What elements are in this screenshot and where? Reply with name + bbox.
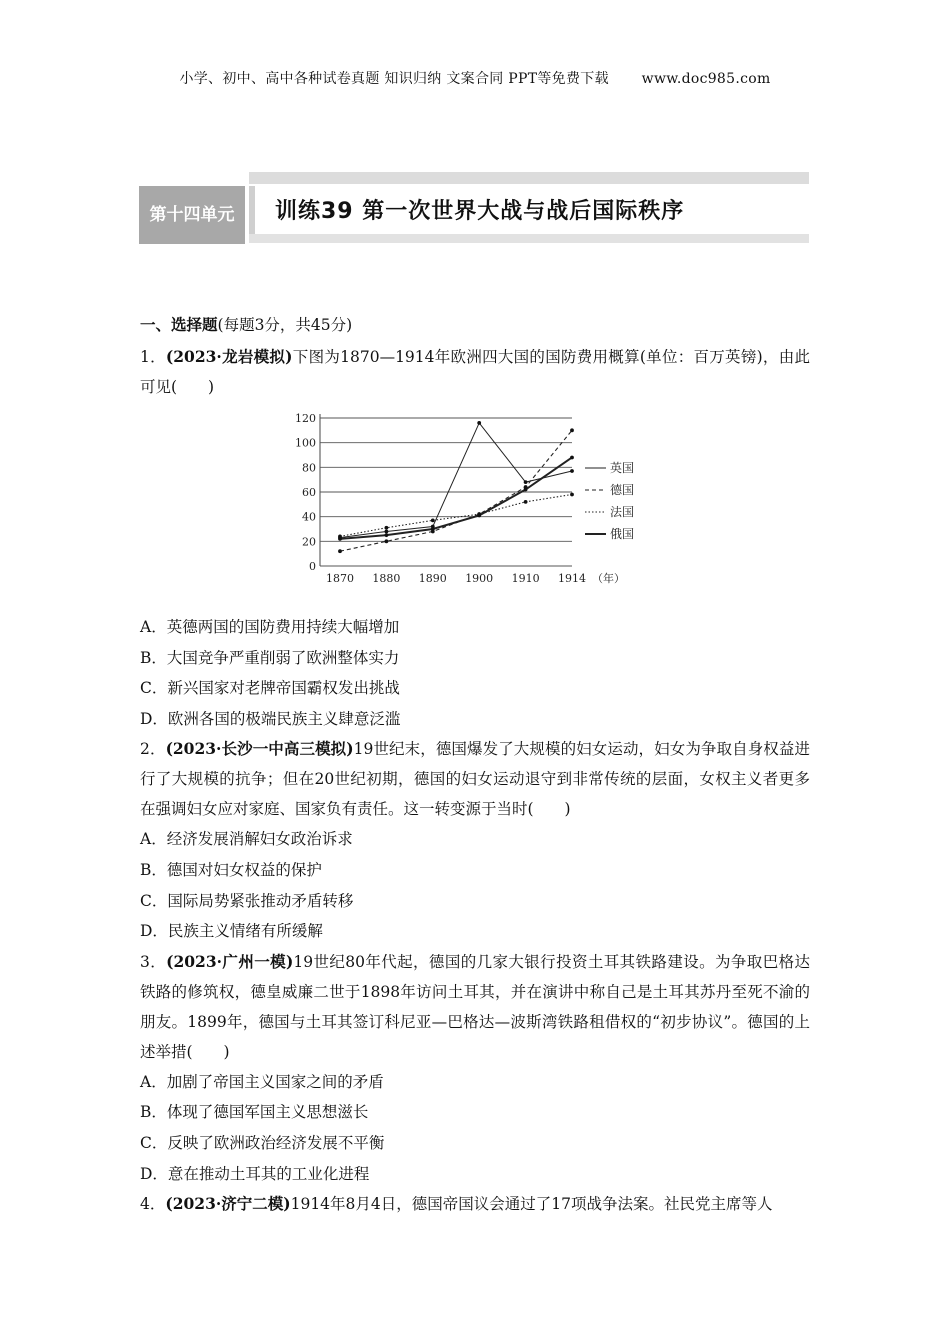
data-point — [570, 428, 574, 432]
series-line-法国 — [340, 494, 572, 536]
question-number: 4． — [140, 1195, 166, 1214]
question-source: (2023·长沙一中高三模拟) — [165, 739, 354, 759]
question-3-option-c[interactable]: C．反映了欧洲政治经济发展不平衡 — [140, 1133, 385, 1152]
section-note: (每题3分，共45分) — [217, 316, 353, 334]
x-tick-label: 1910 — [511, 572, 540, 585]
x-unit-label: （年） — [592, 572, 625, 585]
legend-label: 法国 — [610, 505, 635, 519]
data-point — [477, 514, 481, 518]
data-point — [431, 527, 435, 531]
section-title: 一、选择题 — [140, 315, 218, 334]
data-point — [524, 480, 528, 484]
header-site[interactable]: www.doc985.com — [641, 71, 771, 87]
x-tick-label: 1880 — [372, 572, 401, 585]
question-stem: 19世纪80年代起，德国的几家大银行投资土耳其铁路建设。为争取巴格达铁路的修筑权，德皇威廉二世于1898年访问土耳其，并在演讲中称自己是土耳其苏丹至死不渝的朋友。1899年，德国与土耳其签订科尼亚—巴格达—波斯湾铁路租借权的“初步协议”。德国的上述举措( ) — [140, 952, 810, 1061]
question-source: (2023·龙岩模拟) — [165, 347, 293, 366]
x-tick-label: 1914 — [558, 572, 586, 585]
data-point — [338, 549, 342, 553]
data-point — [338, 537, 342, 541]
y-tick-label: 120 — [295, 412, 316, 425]
question-2 — [140, 734, 810, 824]
x-tick-label: 1900 — [465, 572, 494, 585]
question-3-option-b[interactable]: B．体现了德国军国主义思想滋长 — [140, 1103, 369, 1122]
question-stem: 19世纪末，德国爆发了大规模的妇女运动，妇女为争取自身权益进行了大规模的抗争；但在20世纪初期，德国的妇女运动退守到非常传统的层面，女权主义者更多在强调妇女应对家庭、国家负有责任。这一转变源于当时( ) — [140, 740, 810, 819]
banner-title-box — [249, 186, 809, 234]
question-2-option-a[interactable]: A．经济发展消解妇女政治诉求 — [140, 830, 353, 849]
question-source: (2023·济宁二模) — [165, 1194, 291, 1214]
question-1 — [140, 342, 810, 402]
unit-banner — [139, 172, 809, 244]
question-3 — [140, 947, 810, 1067]
question-1-option-b[interactable]: B．大国竞争严重削弱了欧洲整体实力 — [140, 648, 400, 667]
question-2-option-b[interactable]: B．德国对妇女权益的保护 — [140, 860, 322, 879]
question-stem: 1914年8月4日，德国帝国议会通过了17项战争法案。社民党主席等人 — [290, 1195, 773, 1214]
question-2-option-c[interactable]: C．国际局势紧张推动矛盾转移 — [140, 891, 354, 910]
data-point — [385, 526, 389, 530]
legend-label: 德国 — [610, 483, 635, 497]
series-line-俄国 — [340, 457, 572, 538]
data-point — [385, 539, 389, 543]
unit-label: 第十四单元 — [139, 186, 245, 244]
y-tick-label: 0 — [309, 560, 316, 573]
question-4 — [140, 1189, 810, 1219]
data-point — [570, 493, 574, 497]
y-tick-label: 60 — [302, 486, 316, 499]
data-point — [385, 533, 389, 537]
section-heading — [140, 312, 810, 338]
question-1-option-a[interactable]: A．英德两国的国防费用持续大幅增加 — [140, 618, 400, 636]
chart-svg — [290, 406, 660, 585]
question-3-option-d[interactable]: D．意在推动土耳其的工业化进程 — [140, 1164, 370, 1183]
legend-label: 俄国 — [610, 527, 635, 541]
page-title: 训练39 第一次世界大战与战后国际秩序 — [275, 199, 685, 224]
data-point — [524, 500, 528, 504]
data-point — [570, 456, 574, 460]
question-number: 1． — [140, 348, 166, 366]
page-header — [0, 68, 950, 88]
y-tick-label: 100 — [295, 436, 316, 450]
question-stem: 下图为1870—1914年欧洲四大国的国防费用概算(单位：百万英镑)，由此可见( ) — [140, 348, 810, 396]
x-tick-label: 1870 — [326, 572, 354, 585]
questions-content — [140, 312, 810, 1219]
data-point — [524, 488, 528, 492]
y-tick-label: 20 — [302, 535, 316, 549]
series-line-英国 — [340, 423, 572, 538]
data-point — [431, 518, 435, 522]
banner-top-bar — [249, 172, 809, 184]
question-1-option-d[interactable]: D．欧洲各国的极端民族主义肆意泛滥 — [140, 709, 401, 728]
y-tick-label: 40 — [302, 510, 316, 524]
question-3-option-a[interactable]: A．加剧了帝国主义国家之间的矛盾 — [140, 1072, 384, 1091]
banner-bottom-bar — [249, 234, 809, 243]
data-point — [570, 469, 574, 473]
question-1-option-c[interactable]: C．新兴国家对老牌帝国霸权发出挑战 — [140, 679, 400, 698]
defense-spending-chart — [140, 406, 810, 606]
legend-label: 英国 — [610, 461, 635, 475]
question-source: (2023·广州一模) — [166, 951, 294, 971]
data-point — [385, 530, 389, 534]
x-tick-label: 1890 — [418, 572, 447, 585]
y-tick-label: 80 — [302, 461, 316, 475]
question-number: 3． — [140, 952, 167, 971]
question-2-option-d[interactable]: D．民族主义情绪有所缓解 — [140, 922, 323, 941]
header-text: 小学、初中、高中各种试卷真题 知识归纳 文案合同 PPT等免费下载 — [179, 71, 609, 87]
data-point — [477, 421, 481, 425]
question-number: 2． — [140, 740, 166, 759]
